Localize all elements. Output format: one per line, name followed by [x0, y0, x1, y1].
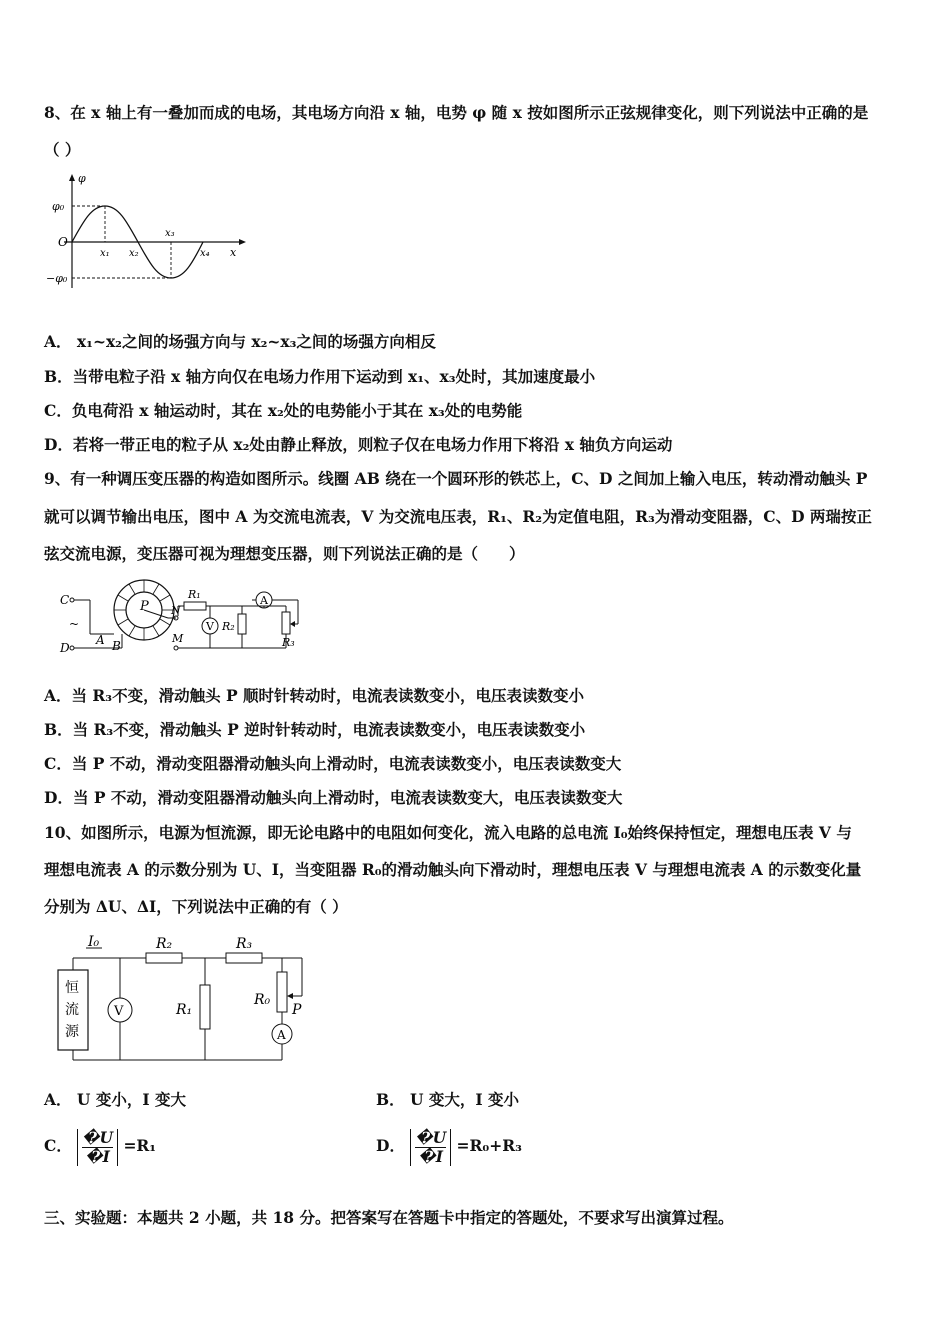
q8-stem-line-1: 8、在 x 轴上有一叠加而成的电场，其电场方向沿 x 轴，电势 φ 随 x 按如图所示正弦规律变化，则下列说法中正确的是 — [44, 103, 869, 122]
q8-x4-label: x₄ — [200, 248, 210, 259]
q9-r3-label: R₃ — [282, 636, 295, 649]
q8-x1-label: x₁ — [100, 248, 110, 259]
q10-option-d-numerator: �U — [415, 1127, 447, 1147]
q8-phi-x-graph — [44, 170, 254, 295]
q10-option-c-rhs: =R₁ — [123, 1136, 157, 1155]
q9-ammeter-label: A — [260, 594, 268, 607]
q10-option-c-label: C． — [44, 1136, 72, 1155]
q8-x-label: x — [230, 246, 237, 259]
q10-source-char-3: 源 — [65, 1024, 79, 1040]
q10-option-d — [376, 1124, 522, 1168]
q9-b-label: B — [112, 639, 121, 653]
q8-origin-label: O — [58, 235, 68, 249]
q8-option-a: A． x₁~x₂之间的场强方向与 x₂~x₃之间的场强方向相反 — [44, 332, 436, 351]
q10-ammeter-label: A — [277, 1028, 286, 1042]
q10-stem-line-2: 理想电流表 A 的示数分别为 U、I，当变阻器 R₀的滑动触头向下滑动时，理想电压表 V 与理想电流表 A 的示数变化量 — [44, 860, 862, 879]
q10-stem-line-1: 10、如图所示，电源为恒流源，即无论电路中的电阻如何变化，流入电路的总电流 I₀始终保持恒定，理想电压表 V 与 — [44, 823, 852, 842]
q9-n-label: N — [171, 604, 181, 617]
q8-x3-label: x₃ — [165, 228, 175, 239]
q10-option-c-denominator: �I — [85, 1146, 110, 1166]
q10-source-char-2: 流 — [65, 1002, 79, 1018]
q10-option-c — [44, 1124, 156, 1168]
q10-r0-label: R₀ — [254, 992, 271, 1008]
q9-option-a: A．当 R₃不变，滑动触头 P 顺时针转动时，电流表读数变小，电压表读数变小 — [44, 686, 585, 705]
q8-x2-label: x₂ — [129, 248, 139, 259]
q8-stem-line-2: （ ） — [44, 140, 81, 159]
q10-option-d-rhs: =R₀+R₃ — [456, 1136, 522, 1155]
section-3-heading: 三、实验题：本题共 2 小题，共 18 分。把答案写在答题卡中指定的答题处，不要求写出演算过程。 — [44, 1208, 734, 1227]
q8-neg-phi0-label: −φ₀ — [46, 272, 68, 285]
q9-stem-line-2: 就可以调节输出电压，图中 A 为交流电流表，V 为交流电压表，R₁、R₂为定值电阻，R₃为滑动变阻器，C、D 两瑞按正 — [44, 507, 872, 526]
q9-option-c: C．当 P 不动，滑动变阻器滑动触头向上滑动时，电流表读数变小，电压表读数变大 — [44, 754, 622, 773]
q9-m-label: M — [172, 632, 184, 645]
q8-option-d: D．若将一带正电的粒子从 x₂处由静止释放，则粒子仅在电场力作用下将沿 x 轴负方向运动 — [44, 435, 673, 454]
q9-tilde-label: ~ — [69, 617, 80, 631]
q10-source-char-1: 恒 — [65, 980, 79, 996]
q9-transformer-circuit — [56, 578, 312, 658]
q10-option-d-denominator: �I — [418, 1146, 443, 1166]
q8-option-b: B．当带电粒子沿 x 轴方向仅在电场力作用下运动到 x₁、x₃处时，其加速度最小 — [44, 367, 596, 386]
q10-r1-label: R₁ — [176, 1002, 193, 1018]
q9-r1-label: R₁ — [188, 588, 201, 601]
q10-stem-line-3: 分别为 ΔU、ΔI，下列说法中正确的有（ ） — [44, 897, 348, 916]
q9-r2-label: R₂ — [222, 620, 235, 633]
q10-constant-current-circuit — [50, 930, 310, 1065]
q10-r3-label: R₃ — [236, 936, 253, 952]
q9-voltmeter-label: V — [206, 620, 214, 633]
q10-option-c-numerator: �U — [82, 1127, 114, 1147]
q9-option-d: D．当 P 不动，滑动变阻器滑动触头向上滑动时，电流表读数变大，电压表读数变大 — [44, 788, 623, 807]
q10-r2-label: R₂ — [156, 936, 173, 952]
q10-option-d-label: D． — [376, 1136, 405, 1155]
q10-p-label: P — [292, 1002, 302, 1018]
q9-option-b: B．当 R₃不变，滑动触头 P 逆时针转动时，电流表读数变小，电压表读数变小 — [44, 720, 586, 739]
q9-c-label: C — [60, 593, 70, 607]
q10-option-b: B． U 变大，I 变小 — [376, 1090, 520, 1109]
q10-voltmeter-label: V — [114, 1004, 124, 1019]
q8-phi-label: φ — [78, 172, 86, 185]
q9-d-label: D — [60, 641, 70, 655]
q10-option-a: A． U 变小，I 变大 — [44, 1090, 186, 1109]
q9-a-label: A — [96, 633, 105, 647]
q8-phi0-label: φ₀ — [52, 200, 65, 213]
q8-option-c: C．负电荷沿 x 轴运动时，其在 x₂处的电势能小于其在 x₃处的电势能 — [44, 401, 523, 420]
q10-option-d-fraction — [410, 1129, 451, 1166]
q9-stem-line-1: 9、有一种调压变压器的构造如图所示。线圈 AB 绕在一个圆环形的铁芯上，C、D 之间加上输入电压，转动滑动触头 P — [44, 469, 868, 488]
q9-p-label: P — [140, 599, 149, 614]
q10-option-c-fraction — [77, 1129, 118, 1166]
q10-i0-label: I₀ — [88, 934, 100, 950]
q9-stem-line-3: 弦交流电源，变压器可视为理想变压器，则下列说法正确的是（ ） — [44, 544, 525, 563]
